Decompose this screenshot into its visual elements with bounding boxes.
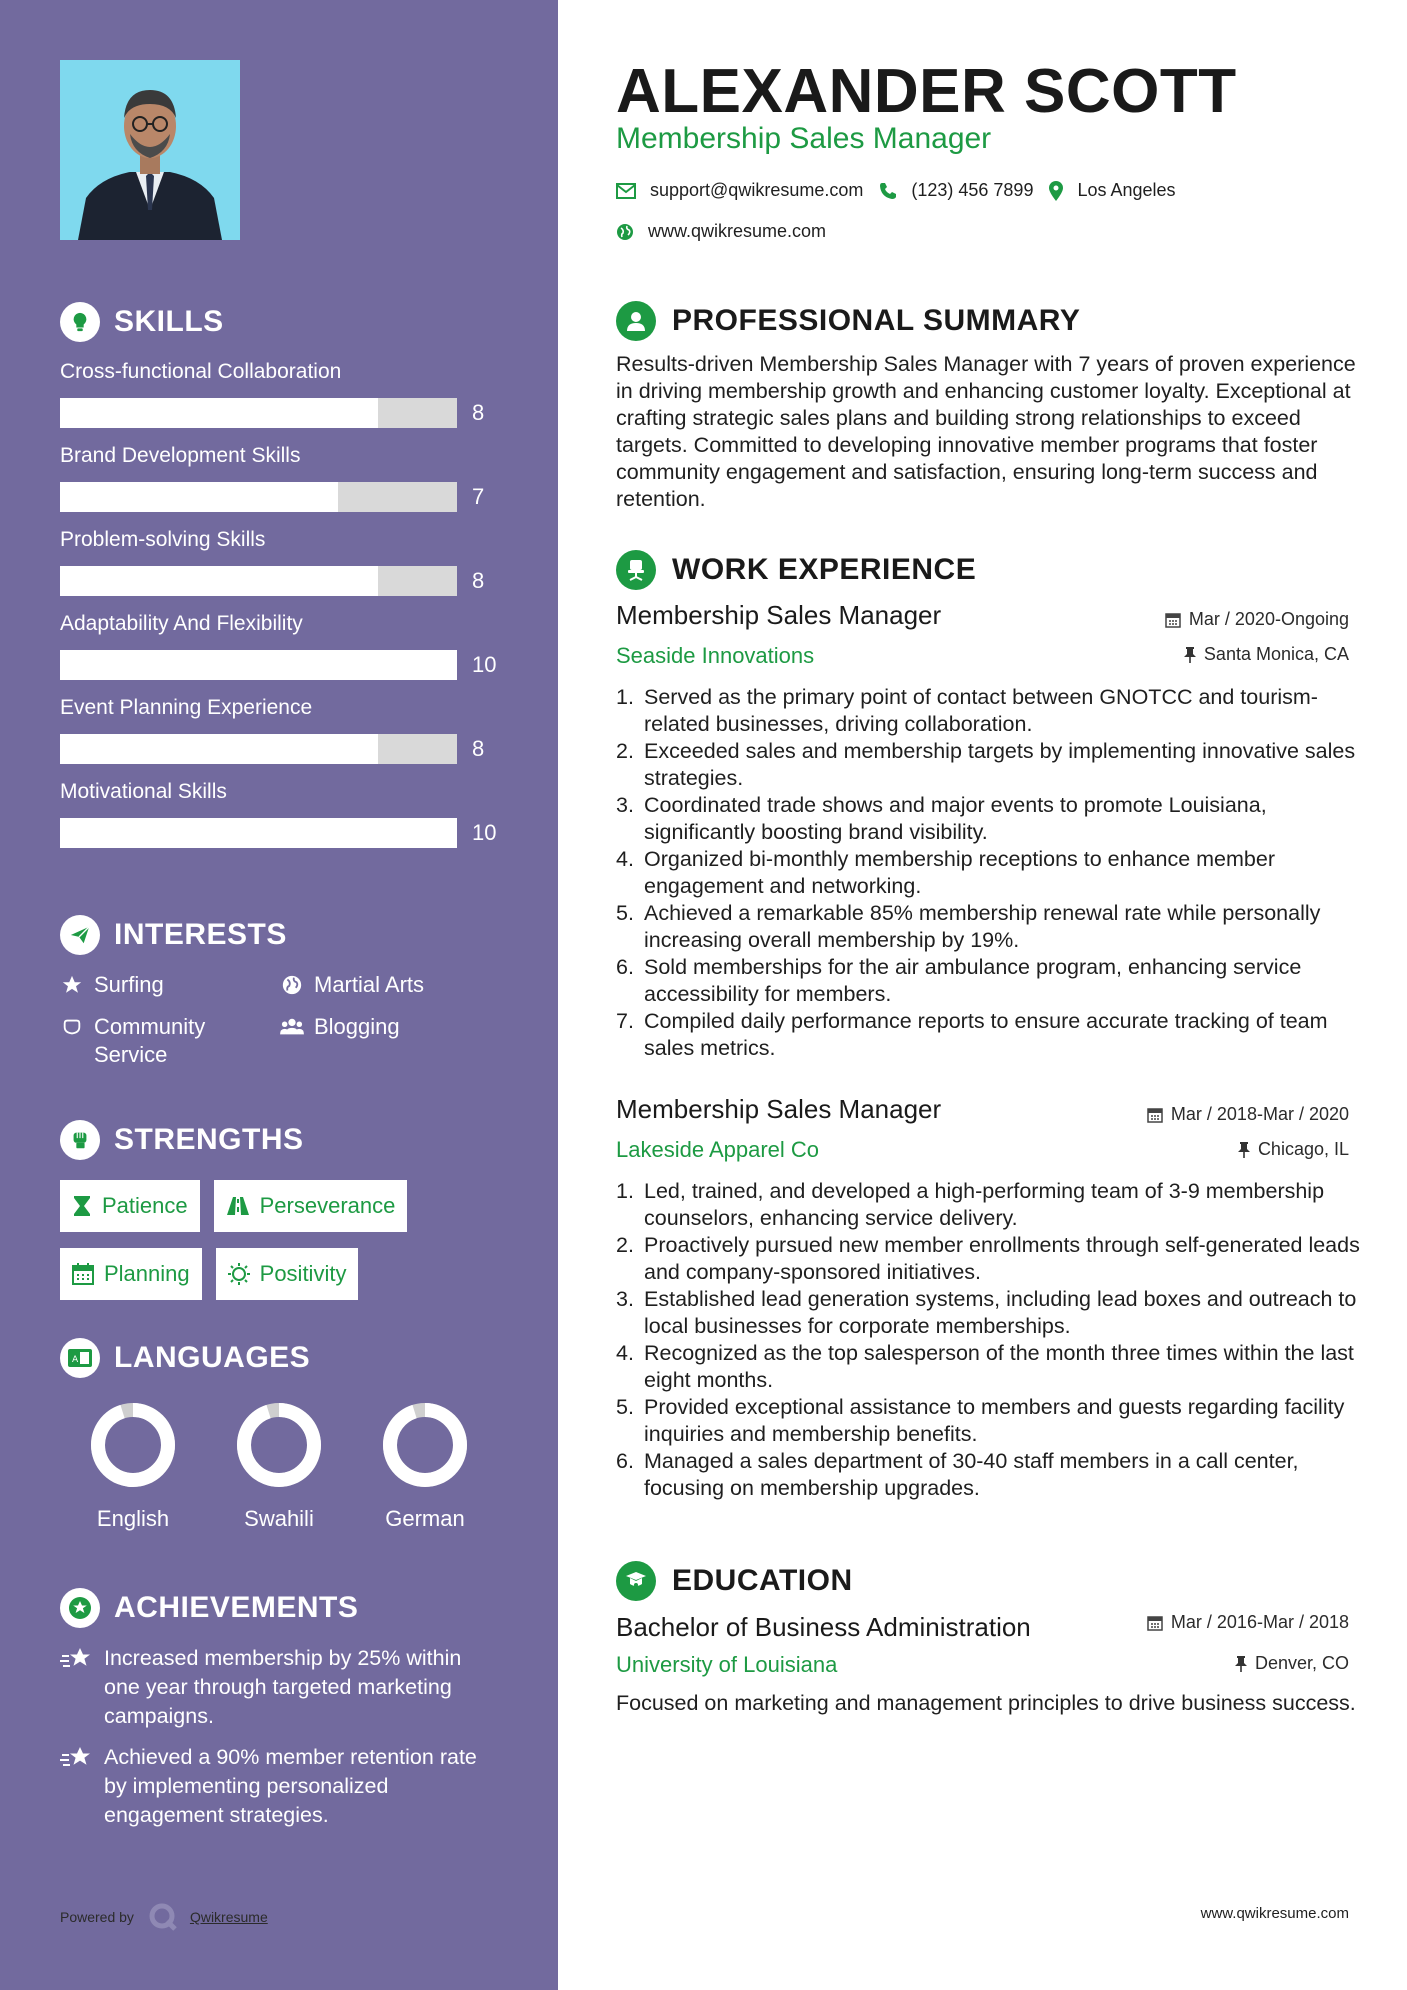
list-number: 1.	[616, 685, 634, 709]
calendar-icon	[1147, 1615, 1163, 1631]
list-text: Organized bi-monthly membership receptions to enhance member engagement and networking.	[644, 847, 1275, 898]
candidate-role: Membership Sales Manager	[616, 122, 992, 155]
interest-label: Blogging	[314, 1014, 400, 1039]
job-company: Seaside Innovations	[616, 643, 815, 668]
skill-name: Brand Development Skills	[60, 444, 301, 467]
skill-name: Problem-solving Skills	[60, 528, 266, 551]
skill-bar	[60, 482, 457, 512]
list-text: Led, trained, and developed a high-performing team of 3-9 membership counselors, enhancing service delivery.	[644, 1179, 1325, 1230]
achievements-section	[60, 1586, 510, 1830]
interests-list	[60, 971, 510, 1069]
list-text: Sold memberships for the air ambulance program, enhancing service accessibility for members.	[644, 955, 1302, 1006]
skill-bar-fill	[60, 482, 338, 512]
skill-value: 8	[472, 568, 485, 593]
user-icon	[616, 301, 656, 341]
list-number: 2.	[616, 1233, 634, 1257]
job-title: Membership Sales Manager	[616, 600, 942, 630]
job-location-text: Santa Monica, CA	[1203, 644, 1349, 664]
strength-label: Perseverance	[259, 1193, 396, 1218]
languages-section	[60, 1336, 510, 1532]
skill-value: 8	[472, 400, 485, 425]
skill-bar-fill	[60, 818, 457, 848]
skill-name: Motivational Skills	[60, 780, 227, 803]
list-number: 5.	[616, 1395, 634, 1419]
award-star-icon	[60, 1588, 100, 1628]
skill-item	[60, 358, 510, 428]
strength-label: Patience	[102, 1193, 188, 1218]
skill-value: 10	[472, 820, 497, 845]
skill-bar-fill	[60, 398, 378, 428]
language-name: English	[96, 1506, 170, 1531]
skill-name: Cross-functional Collaboration	[60, 360, 342, 383]
language-icon	[60, 1338, 100, 1378]
skill-row	[60, 818, 510, 848]
strength-tag	[216, 1248, 359, 1300]
job-dates-text: Mar / 2020-Ongoing	[1188, 609, 1349, 629]
powered-by-text: Powered by	[60, 1909, 134, 1925]
job-responsibilities	[616, 1178, 1366, 1502]
list-item	[616, 792, 1366, 846]
hand-icon	[60, 1013, 84, 1041]
qwikresume-link[interactable]: Qwikresume	[189, 1909, 268, 1925]
skill-row	[60, 734, 510, 764]
interests-section	[60, 913, 510, 1069]
shooting-star-icon	[60, 1743, 94, 1830]
map-pin-icon	[1049, 181, 1063, 201]
pushpin-icon	[1235, 1656, 1247, 1672]
school-name: University of Louisiana	[616, 1652, 838, 1677]
job-responsibilities	[616, 684, 1366, 1062]
office-chair-icon	[616, 550, 656, 590]
strength-tag	[214, 1180, 408, 1232]
pushpin-icon	[1184, 647, 1196, 663]
location-contact	[1049, 180, 1175, 201]
job-company: Lakeside Apparel Co	[616, 1137, 820, 1162]
list-text: Compiled daily performance reports to ensure accurate tracking of team sales metrics.	[644, 1009, 1328, 1060]
skill-bar-fill	[60, 566, 378, 596]
list-item	[616, 1178, 1366, 1232]
calendar-icon	[1147, 1107, 1163, 1123]
achievement-item	[60, 1644, 510, 1731]
education-dates-text: Mar / 2016-Mar / 2018	[1170, 1612, 1349, 1632]
list-text: Exceeded sales and membership targets by implementing innovative sales strategies.	[644, 739, 1356, 790]
skill-value: 7	[472, 484, 485, 509]
strength-label: Planning	[104, 1261, 190, 1286]
list-item	[616, 846, 1366, 900]
list-number: 6.	[616, 1449, 634, 1473]
list-item	[616, 1340, 1366, 1394]
language-name: German	[385, 1506, 465, 1531]
skill-bar	[60, 566, 457, 596]
phone-contact	[879, 180, 1033, 201]
website-contact	[616, 221, 826, 242]
education-dates	[1147, 1612, 1349, 1633]
strengths-section	[60, 1118, 510, 1300]
skill-row	[60, 566, 510, 596]
qwikresume-logo-icon	[148, 1902, 178, 1932]
education-location-text: Denver, CO	[1254, 1653, 1349, 1673]
svg-text:A: A	[72, 1355, 79, 1365]
section-title: PROFESSIONAL SUMMARY	[672, 304, 1081, 337]
skills-list	[60, 358, 510, 848]
skill-item	[60, 694, 510, 764]
interest-item	[60, 1013, 280, 1069]
profile-photo	[60, 60, 240, 240]
list-text: Managed a sales department of 30-40 staff members in a call center, focusing on membership upgrades.	[644, 1449, 1299, 1500]
list-number: 3.	[616, 1287, 634, 1311]
strength-label: Positivity	[259, 1261, 347, 1286]
skill-bar	[60, 650, 457, 680]
section-title: INTERESTS	[114, 918, 287, 951]
job-dates-text: Mar / 2018-Mar / 2020	[1170, 1104, 1349, 1124]
list-item	[616, 1394, 1366, 1448]
skill-item	[60, 610, 510, 680]
shooting-star-icon	[60, 1644, 94, 1731]
list-text: Recognized as the top salesperson of the month three times within the last eight months.	[644, 1341, 1354, 1392]
summary-header	[616, 299, 1080, 343]
list-text: Provided exceptional assistance to members and guests regarding facility inquiries and membership benefits.	[644, 1395, 1345, 1446]
skill-name: Adaptability And Flexibility	[60, 612, 303, 635]
list-number: 3.	[616, 793, 634, 817]
interest-label: Martial Arts	[314, 972, 425, 997]
language-item	[206, 1402, 352, 1532]
skill-value: 10	[472, 652, 497, 677]
calendar-icon	[72, 1263, 94, 1285]
email-contact	[616, 180, 863, 201]
interest-item	[60, 971, 280, 999]
language-gauge	[90, 1402, 176, 1488]
calendar-icon	[1165, 612, 1181, 628]
main-column	[558, 0, 1407, 1990]
skill-row	[60, 398, 510, 428]
languages-list	[60, 1402, 510, 1532]
graduation-icon	[616, 1561, 656, 1601]
education-location	[1235, 1653, 1349, 1674]
list-number: 4.	[616, 1341, 634, 1365]
contact-row	[616, 180, 1176, 201]
lightbulb-icon	[60, 302, 100, 342]
footer-url[interactable]: www.qwikresume.com	[1200, 1905, 1349, 1922]
list-text: Established lead generation systems, including lead boxes and outreach to local businesses for corporate memberships.	[644, 1287, 1357, 1338]
job-dates	[1165, 609, 1349, 630]
skill-bar	[60, 398, 457, 428]
job-location	[1238, 1139, 1349, 1160]
road-icon	[226, 1196, 250, 1216]
candidate-name: ALEXANDER SCOTT	[616, 57, 1237, 126]
interest-label: Surfing	[94, 972, 164, 997]
section-title: EDUCATION	[672, 1564, 853, 1597]
skill-value: 8	[472, 736, 485, 761]
language-name: Swahili	[244, 1506, 314, 1531]
summary-text: Results-driven Membership Sales Manager with 7 years of proven experience in driving membership growth and enhancing customer loyalty. Exceptional at crafting strategic sales plans and building strong relationships to exceed targets. Committed to developing innovative member programs that foster community engagement and satisfaction, ensuring long-term success and retention.	[616, 352, 1356, 511]
list-text: Achieved a remarkable 85% membership renewal rate while personally increasing overall membership by 19%.	[644, 901, 1321, 952]
phone-icon	[879, 182, 897, 200]
education-text: Focused on marketing and management principles to drive business success.	[616, 1691, 1356, 1715]
interest-label: Community Service	[94, 1014, 206, 1067]
skills-header	[60, 300, 510, 344]
strengths-list	[60, 1180, 460, 1300]
list-number: 1.	[616, 1179, 634, 1203]
skill-item	[60, 778, 510, 848]
website-text[interactable]: www.qwikresume.com	[648, 221, 827, 241]
list-item	[616, 1286, 1366, 1340]
strengths-header	[60, 1118, 510, 1162]
section-title: WORK EXPERIENCE	[672, 553, 977, 586]
interest-item	[280, 971, 500, 999]
section-title: LANGUAGES	[114, 1341, 311, 1374]
location-text: Los Angeles	[1077, 180, 1176, 200]
interest-item	[280, 1013, 500, 1069]
list-item	[616, 1232, 1366, 1286]
list-number: 6.	[616, 955, 634, 979]
envelope-icon	[616, 183, 636, 199]
list-text: Served as the primary point of contact between GNOTCC and tourism-related businesses, driving collaboration.	[644, 685, 1318, 736]
section-title: SKILLS	[114, 305, 224, 338]
language-item	[60, 1402, 206, 1532]
list-item	[616, 1008, 1366, 1062]
list-number: 4.	[616, 847, 634, 871]
list-number: 7.	[616, 1009, 634, 1033]
skill-bar-fill	[60, 650, 457, 680]
phone-text[interactable]: (123) 456 7899	[911, 180, 1034, 200]
job-location-text: Chicago, IL	[1257, 1139, 1349, 1159]
language-gauge	[382, 1402, 468, 1488]
pushpin-icon	[1238, 1142, 1250, 1158]
list-text: Proactively pursued new member enrollments through self-generated leads and company-sponsored initiatives.	[644, 1233, 1360, 1284]
list-item	[616, 1448, 1366, 1502]
section-title: STRENGTHS	[114, 1123, 304, 1156]
globe-icon	[616, 223, 634, 241]
language-item	[352, 1402, 498, 1532]
skill-row	[60, 650, 510, 680]
degree-title: Bachelor of Business Administration	[616, 1612, 1031, 1642]
achievement-text: Increased membership by 25% within one year through targeted marketing campaigns.	[104, 1646, 462, 1728]
achievement-item	[60, 1743, 510, 1830]
list-item	[616, 738, 1366, 792]
paper-plane-icon	[60, 915, 100, 955]
job-title: Membership Sales Manager	[616, 1094, 942, 1124]
skill-item	[60, 526, 510, 596]
list-number: 5.	[616, 901, 634, 925]
skill-bar	[60, 734, 457, 764]
skill-bar	[60, 818, 457, 848]
job-dates	[1147, 1104, 1349, 1125]
list-item	[616, 684, 1366, 738]
interests-header	[60, 913, 510, 957]
sidebar	[0, 0, 558, 1990]
list-text: Coordinated trade shows and major events to promote Louisiana, significantly boosting brand visibility.	[644, 793, 1267, 844]
list-number: 2.	[616, 739, 634, 763]
education-header	[616, 1559, 853, 1603]
fist-icon	[60, 1120, 100, 1160]
list-item	[616, 954, 1366, 1008]
star-icon	[60, 971, 84, 999]
skill-name: Event Planning Experience	[60, 696, 313, 719]
strength-tag	[60, 1248, 202, 1300]
globe-icon	[280, 971, 304, 999]
experience-header	[616, 548, 976, 592]
strength-tag	[60, 1180, 200, 1232]
job-location	[1184, 644, 1349, 665]
achievement-text: Achieved a 90% member retention rate by implementing personalized engagement strategies.	[104, 1745, 477, 1827]
skill-row	[60, 482, 510, 512]
language-gauge	[236, 1402, 322, 1488]
hourglass-icon	[72, 1195, 92, 1217]
email-text[interactable]: support@qwikresume.com	[650, 180, 864, 200]
languages-header	[60, 1336, 510, 1380]
skills-section	[60, 300, 510, 848]
list-item	[616, 900, 1366, 954]
achievements-header	[60, 1586, 510, 1630]
powered-by	[60, 1902, 268, 1932]
users-icon	[280, 1013, 304, 1041]
skill-item	[60, 442, 510, 512]
website-row	[616, 221, 826, 242]
skill-bar-fill	[60, 734, 378, 764]
sun-icon	[228, 1263, 250, 1285]
section-title: ACHIEVEMENTS	[114, 1591, 359, 1624]
